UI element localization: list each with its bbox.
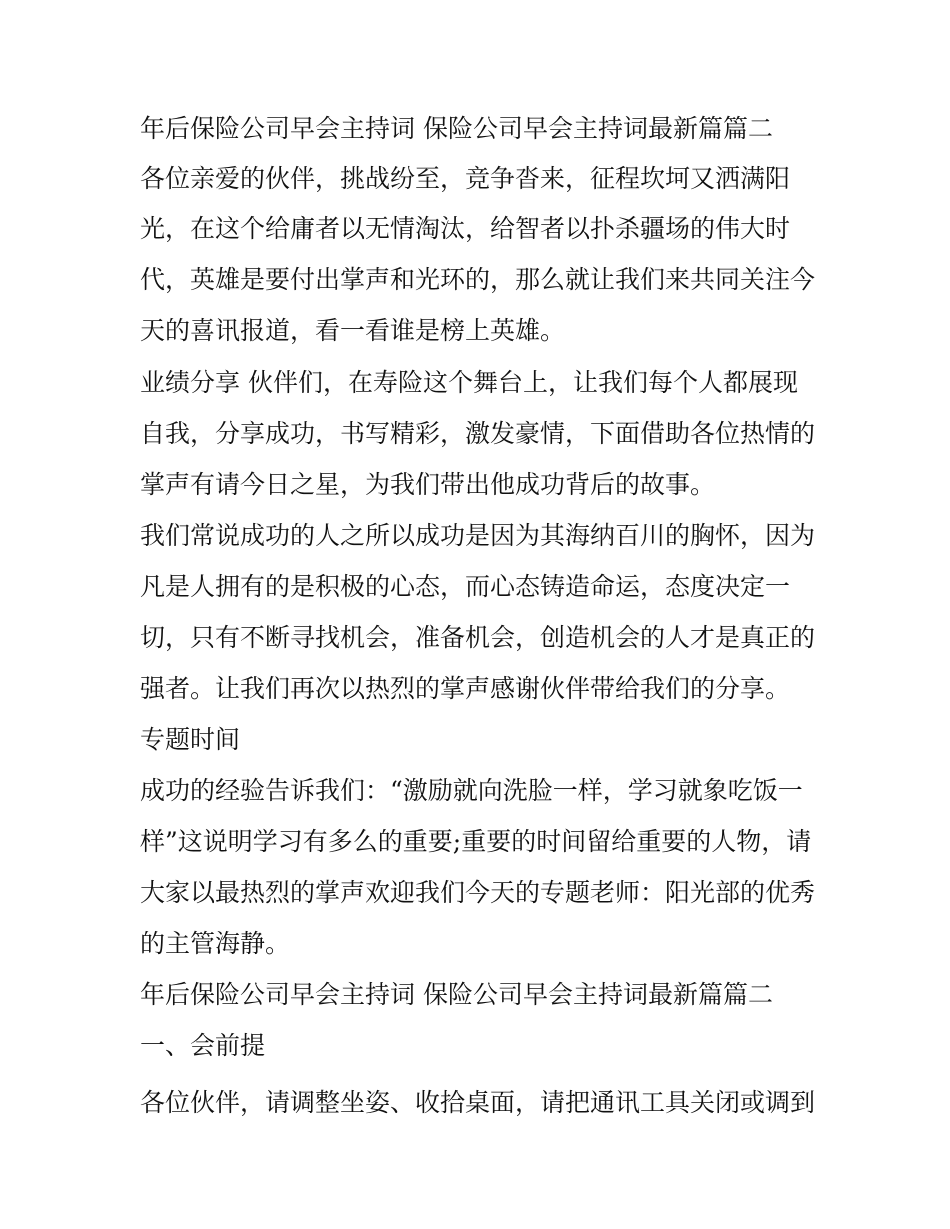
text-line: 凡是人拥有的是积极的心态，而心态铸造命运，态度决定一 bbox=[140, 572, 791, 601]
text-line: 强者。让我们再次以热烈的掌声感谢伙伴带给我们的分享。 bbox=[140, 674, 791, 703]
text-line: 各位亲爱的伙伴，挑战纷至，竞争沓来，征程坎坷又洒满阳 bbox=[140, 164, 791, 193]
text-line: 自我，分享成功，书写精彩，激发豪情，下面借助各位热情的 bbox=[140, 419, 816, 448]
text-line: 一、会前提 bbox=[140, 1031, 266, 1060]
text-line: 各位伙伴，请调整坐姿、收拾桌面，请把通讯工具关闭或调到 bbox=[140, 1088, 816, 1117]
text-line: 我们常说成功的人之所以成功是因为其海纳百川的胸怀，因为 bbox=[140, 521, 816, 550]
text-line: 成功的经验告诉我们：“激励就向洗脸一样，学习就象吃饭一 bbox=[140, 776, 803, 805]
text-line: 业绩分享 伙伴们，在寿险这个舞台上，让我们每个人都展现 bbox=[140, 368, 798, 397]
text-line: 大家以最热烈的掌声欢迎我们今天的专题老师：阳光部的优秀 bbox=[140, 878, 816, 907]
text-line: 掌声有请今日之星，为我们带出他成功背后的故事。 bbox=[140, 470, 716, 499]
text-line: 切，只有不断寻找机会，准备机会，创造机会的人才是真正的 bbox=[140, 623, 816, 652]
text-line: 样”这说明学习有多么的重要;重要的时间留给重要的人物，请 bbox=[140, 827, 812, 856]
text-line: 光，在这个给庸者以无情淘汰，给智者以扑杀疆场的伟大时 bbox=[140, 214, 791, 243]
text-line: 天的喜讯报道，看一看谁是榜上英雄。 bbox=[140, 316, 566, 345]
text-line: 年后保险公司早会主持词 保险公司早会主持词最新篇篇二 bbox=[140, 114, 773, 143]
text-line: 的主管海静。 bbox=[140, 929, 291, 958]
text-line: 年后保险公司早会主持词 保险公司早会主持词最新篇篇二 bbox=[140, 980, 773, 1009]
text-line: 专题时间 bbox=[140, 725, 241, 754]
text-line: 代，英雄是要付出掌声和光环的，那么就让我们来共同关注今 bbox=[140, 265, 816, 294]
